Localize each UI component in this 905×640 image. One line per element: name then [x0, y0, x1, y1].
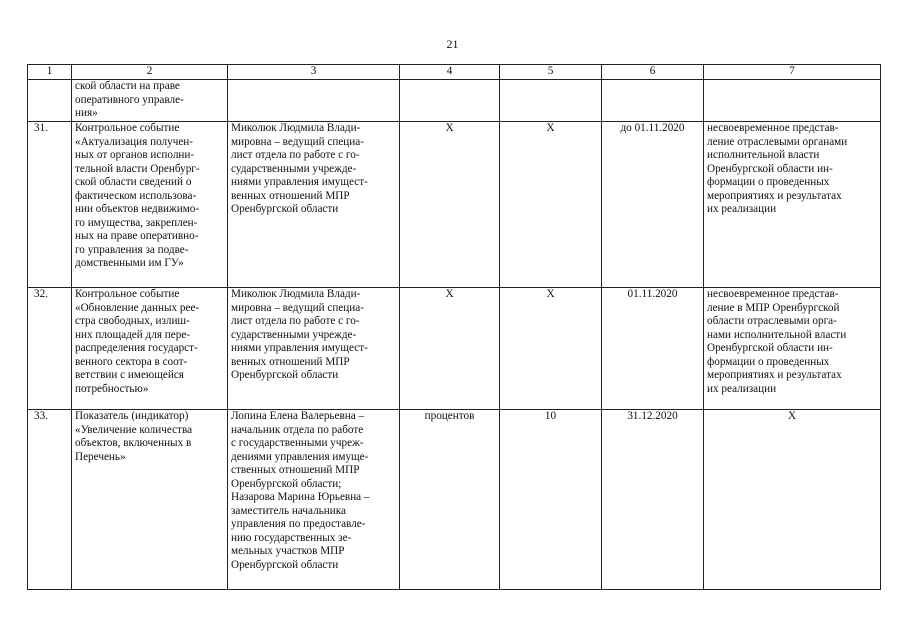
cell-text-line: ниями управления имущест-: [231, 176, 368, 188]
unit-cell: процентов: [400, 410, 500, 590]
value-cell: Х: [500, 122, 602, 288]
cell-text-line: Контрольное событие: [75, 288, 180, 300]
table-row: [28, 288, 881, 410]
cell-text-line: ской области сведений о: [75, 176, 192, 188]
cell-text-line: Миколюк Людмила Влади-: [231, 288, 361, 300]
cell-text-line: ных на праве оперативно-: [75, 230, 199, 242]
responsible-person-cell: [228, 288, 400, 410]
cell-text-line: мероприятиях и результатах: [707, 369, 842, 381]
event-description-cell: [72, 288, 228, 410]
risk-cell: [704, 410, 881, 590]
event-description-cell: [72, 410, 228, 590]
column-header: 7: [704, 65, 881, 80]
cell-text-line: Оренбургской области ин-: [707, 162, 833, 175]
cell-text-line: них площадей для пере-: [75, 328, 191, 341]
page-number: 21: [446, 37, 459, 51]
table-row: [28, 410, 881, 590]
table-header-row: [28, 65, 881, 80]
deadline-cell: [602, 80, 704, 122]
risk-cell: [704, 288, 881, 410]
cell-text-line: Перечень»: [75, 450, 126, 463]
cell-text-line: Миколюк Людмила Влади-: [231, 122, 361, 134]
cell-text-line: потребностью»: [75, 382, 149, 395]
cell-text-line: управления по предоставле-: [231, 518, 366, 530]
cell-text-line: мировна – ведущий специа-: [231, 135, 364, 148]
cell-text-line: их реализации: [707, 203, 777, 215]
cell-text-line: лист отдела по работе с го-: [231, 149, 360, 161]
cell-text-line: исполнительной власти: [707, 149, 820, 161]
cell-text-line: их реализации: [707, 382, 777, 395]
cell-text-line: тельной власти Оренбург-: [75, 162, 200, 175]
cell-text-line: ния»: [75, 107, 98, 119]
cell-text-line: фактическом использова-: [75, 189, 197, 202]
responsible-person-cell: [228, 80, 400, 122]
cell-text-line: Х: [787, 410, 797, 422]
risk-cell: [704, 122, 881, 288]
value-cell: 10: [500, 410, 602, 590]
column-header: 5: [500, 65, 602, 80]
cell-text-line: Оренбургской области: [231, 203, 339, 215]
cell-text-line: венных отношений МПР: [231, 355, 350, 368]
cell-text-line: мельных участков МПР: [231, 545, 345, 557]
cell-text-line: ской области на праве: [75, 80, 180, 92]
table-row: [28, 80, 881, 122]
cell-text-line: ление отраслевыми органами: [707, 135, 848, 148]
cell-text-line: с государственными учреж-: [231, 437, 364, 449]
cell-text-line: оперативного управле-: [75, 93, 184, 106]
column-header: 2: [72, 65, 228, 80]
cell-text-line: нии объектов недвижимо-: [75, 203, 200, 215]
cell-text-line: объектов, включенных в: [75, 437, 192, 449]
cell-text-line: венного сектора в соот-: [75, 355, 188, 368]
cell-text-line: ственных отношений МПР: [231, 464, 360, 476]
cell-text-line: распределения государст-: [75, 342, 198, 354]
responsible-person-cell: [228, 122, 400, 288]
value-cell: Х: [500, 288, 602, 410]
cell-text-line: Оренбургской области ин-: [707, 342, 833, 354]
cell-text-line: сударственными учрежде-: [231, 328, 357, 341]
deadline-cell: до 01.11.2020: [602, 122, 704, 288]
cell-text-line: формации о проведенных: [707, 176, 830, 188]
cell-text-line: го управления за подве-: [75, 243, 189, 256]
cell-text-line: ветствии с имеющейся: [75, 369, 184, 381]
cell-text-line: мировна – ведущий специа-: [231, 301, 364, 314]
column-header: 4: [400, 65, 500, 80]
table-row: [28, 122, 881, 288]
cell-text-line: Показатель (индикатор): [75, 410, 189, 422]
responsible-person-cell: [228, 410, 400, 590]
cell-text-line: венных отношений МПР: [231, 189, 350, 202]
unit-cell: Х: [400, 122, 500, 288]
cell-text-line: Контрольное событие: [75, 122, 180, 134]
cell-text-line: домственными им ГУ»: [75, 257, 184, 269]
value-cell: [500, 80, 602, 122]
cell-text-line: дениями управления имуще-: [231, 450, 369, 463]
cell-text-line: «Актуализация получен-: [75, 135, 193, 148]
row-number-cell: 33.: [28, 410, 72, 590]
cell-text-line: Оренбургской области;: [231, 477, 342, 490]
plan-table: [27, 64, 881, 590]
column-header: 6: [602, 65, 704, 80]
cell-text-line: ление в МПР Оренбургской: [707, 301, 840, 314]
cell-text-line: области отраслевыми орга-: [707, 315, 837, 327]
cell-text-line: «Увеличение количества: [75, 423, 193, 436]
event-description-cell: [72, 80, 228, 122]
unit-cell: [400, 80, 500, 122]
deadline-cell: 31.12.2020: [602, 410, 704, 590]
cell-text-line: Оренбургской области: [231, 369, 339, 381]
risk-cell: [704, 80, 881, 122]
cell-text-line: несвоевременное представ-: [707, 122, 839, 134]
cell-text-line: ных от органов исполни-: [75, 149, 195, 161]
cell-text-line: стра свободных, излиш-: [75, 315, 190, 327]
row-number-cell: [28, 80, 72, 122]
cell-text-line: ниями управления имущест-: [231, 342, 368, 354]
cell-text-line: заместитель начальника: [231, 504, 346, 517]
deadline-cell: 01.11.2020: [602, 288, 704, 410]
cell-text-line: формации о проведенных: [707, 355, 830, 368]
cell-text-line: Оренбургской области: [231, 558, 339, 571]
cell-text-line: нами исполнительной власти: [707, 328, 847, 341]
cell-text-line: сударственными учрежде-: [231, 162, 357, 175]
event-description-cell: [72, 122, 228, 288]
cell-text-line: лист отдела по работе с го-: [231, 315, 360, 327]
cell-text-line: «Обновление данных рее-: [75, 301, 200, 314]
column-header: 3: [228, 65, 400, 80]
row-number-cell: 31.: [28, 122, 72, 288]
cell-text-line: мероприятиях и результатах: [707, 189, 842, 202]
column-header: 1: [28, 65, 72, 80]
unit-cell: Х: [400, 288, 500, 410]
cell-text-line: го имущества, закреплен-: [75, 216, 198, 229]
cell-text-line: Лопина Елена Валерьевна –: [231, 410, 365, 422]
cell-text-line: Назарова Марина Юрьевна –: [231, 491, 370, 503]
cell-text-line: начальник отдела по работе: [231, 423, 364, 436]
cell-text-line: нию государственных зе-: [231, 531, 352, 544]
row-number-cell: 32.: [28, 288, 72, 410]
cell-text-line: несвоевременное представ-: [707, 288, 839, 300]
